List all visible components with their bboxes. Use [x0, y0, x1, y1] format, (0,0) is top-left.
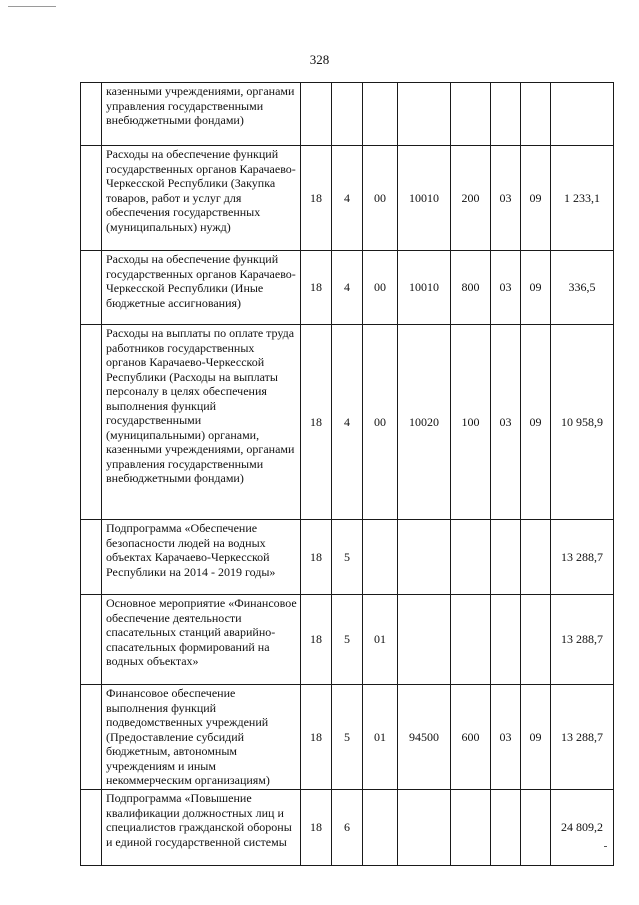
code-cell: 10010 — [398, 146, 451, 251]
row-name: Финансовое обеспечение выполнения функций подведомственных учреждений (Предоставление субсидий бюджетным, автономным учреждениям и иным некоммерческим организациям) — [102, 685, 301, 790]
budget-table — [80, 82, 614, 866]
code-cell — [521, 790, 551, 866]
code-cell: 03 — [491, 685, 521, 790]
amount-cell: 13 288,7 — [551, 685, 614, 790]
code-cell — [491, 83, 521, 146]
amount-cell — [551, 83, 614, 146]
code-cell — [301, 83, 332, 146]
amount-cell: 10 958,9 — [551, 325, 614, 520]
table-row — [81, 685, 614, 790]
code-cell: 09 — [521, 685, 551, 790]
code-cell: 18 — [301, 685, 332, 790]
amount-cell: 13 288,7 — [551, 520, 614, 595]
code-cell: 03 — [491, 146, 521, 251]
code-cell: 94500 — [398, 685, 451, 790]
code-cell — [398, 790, 451, 866]
code-cell: 18 — [301, 146, 332, 251]
code-cell — [451, 790, 491, 866]
blank-cell — [81, 790, 102, 866]
code-cell: 09 — [521, 146, 551, 251]
code-cell: 03 — [491, 325, 521, 520]
code-cell — [398, 520, 451, 595]
table-row — [81, 83, 614, 146]
code-cell: 5 — [332, 595, 363, 685]
table-row — [81, 595, 614, 685]
row-name: Основное мероприятие «Финансовое обеспечение деятельности спасательных станций аварийно-спасательных формирований на водных объектах» — [102, 595, 301, 685]
code-cell: 5 — [332, 685, 363, 790]
blank-cell — [81, 325, 102, 520]
code-cell — [521, 520, 551, 595]
code-cell — [363, 790, 398, 866]
blank-cell — [81, 595, 102, 685]
code-cell — [451, 595, 491, 685]
amount-cell: 336,5 — [551, 251, 614, 325]
amount-cell: 13 288,7 — [551, 595, 614, 685]
code-cell — [451, 520, 491, 595]
code-cell: 10010 — [398, 251, 451, 325]
blank-cell — [81, 83, 102, 146]
table-row — [81, 520, 614, 595]
table-row — [81, 146, 614, 251]
code-cell: 10020 — [398, 325, 451, 520]
blank-cell — [81, 146, 102, 251]
row-name: Расходы на обеспечение функций государственных органов Карачаево-Черкесской Республики (Закупка товаров, работ и услуг для обеспечения государственных (муниципальных) нужд) — [102, 146, 301, 251]
table-row — [81, 325, 614, 520]
blank-cell — [81, 520, 102, 595]
code-cell: 00 — [363, 146, 398, 251]
blank-cell — [81, 685, 102, 790]
table-row — [81, 251, 614, 325]
code-cell: 18 — [301, 790, 332, 866]
code-cell — [491, 790, 521, 866]
code-cell — [521, 83, 551, 146]
code-cell: 4 — [332, 146, 363, 251]
page-number: 328 — [309, 52, 330, 67]
code-cell: 00 — [363, 251, 398, 325]
code-cell: 200 — [451, 146, 491, 251]
code-cell — [451, 83, 491, 146]
code-cell: 09 — [521, 325, 551, 520]
code-cell: 01 — [363, 685, 398, 790]
amount-cell: 1 233,1 — [551, 146, 614, 251]
table-row — [81, 790, 614, 866]
code-cell: 18 — [301, 595, 332, 685]
row-name: Расходы на выплаты по оплате труда работников государственных органов Карачаево-Черкесской Республики (Расходы на выплаты персоналу в целях обеспечения выполнения функций государственными (муниципальными) органами, казенными учреждениями, органами управления государственными внебюджетными фондами) — [102, 325, 301, 520]
code-cell — [363, 520, 398, 595]
row-name: Подпрограмма «Обеспечение безопасности людей на водных объектах Карачаево-Черкесской Республики на 2014 - 2019 годы» — [102, 520, 301, 595]
code-cell: 5 — [332, 520, 363, 595]
row-name: Подпрограмма «Повышение квалификации должностных лиц и специалистов гражданской обороны и единой государственной системы — [102, 790, 301, 866]
blank-cell — [81, 251, 102, 325]
row-name: Расходы на обеспечение функций государственных органов Карачаево-Черкесской Республики (Иные бюджетные ассигнования) — [102, 251, 301, 325]
code-cell: 09 — [521, 251, 551, 325]
code-cell: 100 — [451, 325, 491, 520]
code-cell: 4 — [332, 325, 363, 520]
code-cell: 03 — [491, 251, 521, 325]
code-cell: 00 — [363, 325, 398, 520]
code-cell — [521, 595, 551, 685]
code-cell: 18 — [301, 325, 332, 520]
code-cell: 800 — [451, 251, 491, 325]
top-edge-mark — [8, 0, 56, 7]
code-cell — [398, 595, 451, 685]
code-cell: 18 — [301, 520, 332, 595]
code-cell — [363, 83, 398, 146]
code-cell — [491, 520, 521, 595]
code-cell — [491, 595, 521, 685]
code-cell: 6 — [332, 790, 363, 866]
scan-speck — [604, 846, 607, 847]
amount-cell: 24 809,2 — [551, 790, 614, 866]
code-cell: 600 — [451, 685, 491, 790]
code-cell: 01 — [363, 595, 398, 685]
row-name: казенными учреждениями, органами управления государственными внебюджетными фондами) — [102, 83, 301, 146]
code-cell: 4 — [332, 251, 363, 325]
code-cell: 18 — [301, 251, 332, 325]
code-cell — [332, 83, 363, 146]
code-cell — [398, 83, 451, 146]
